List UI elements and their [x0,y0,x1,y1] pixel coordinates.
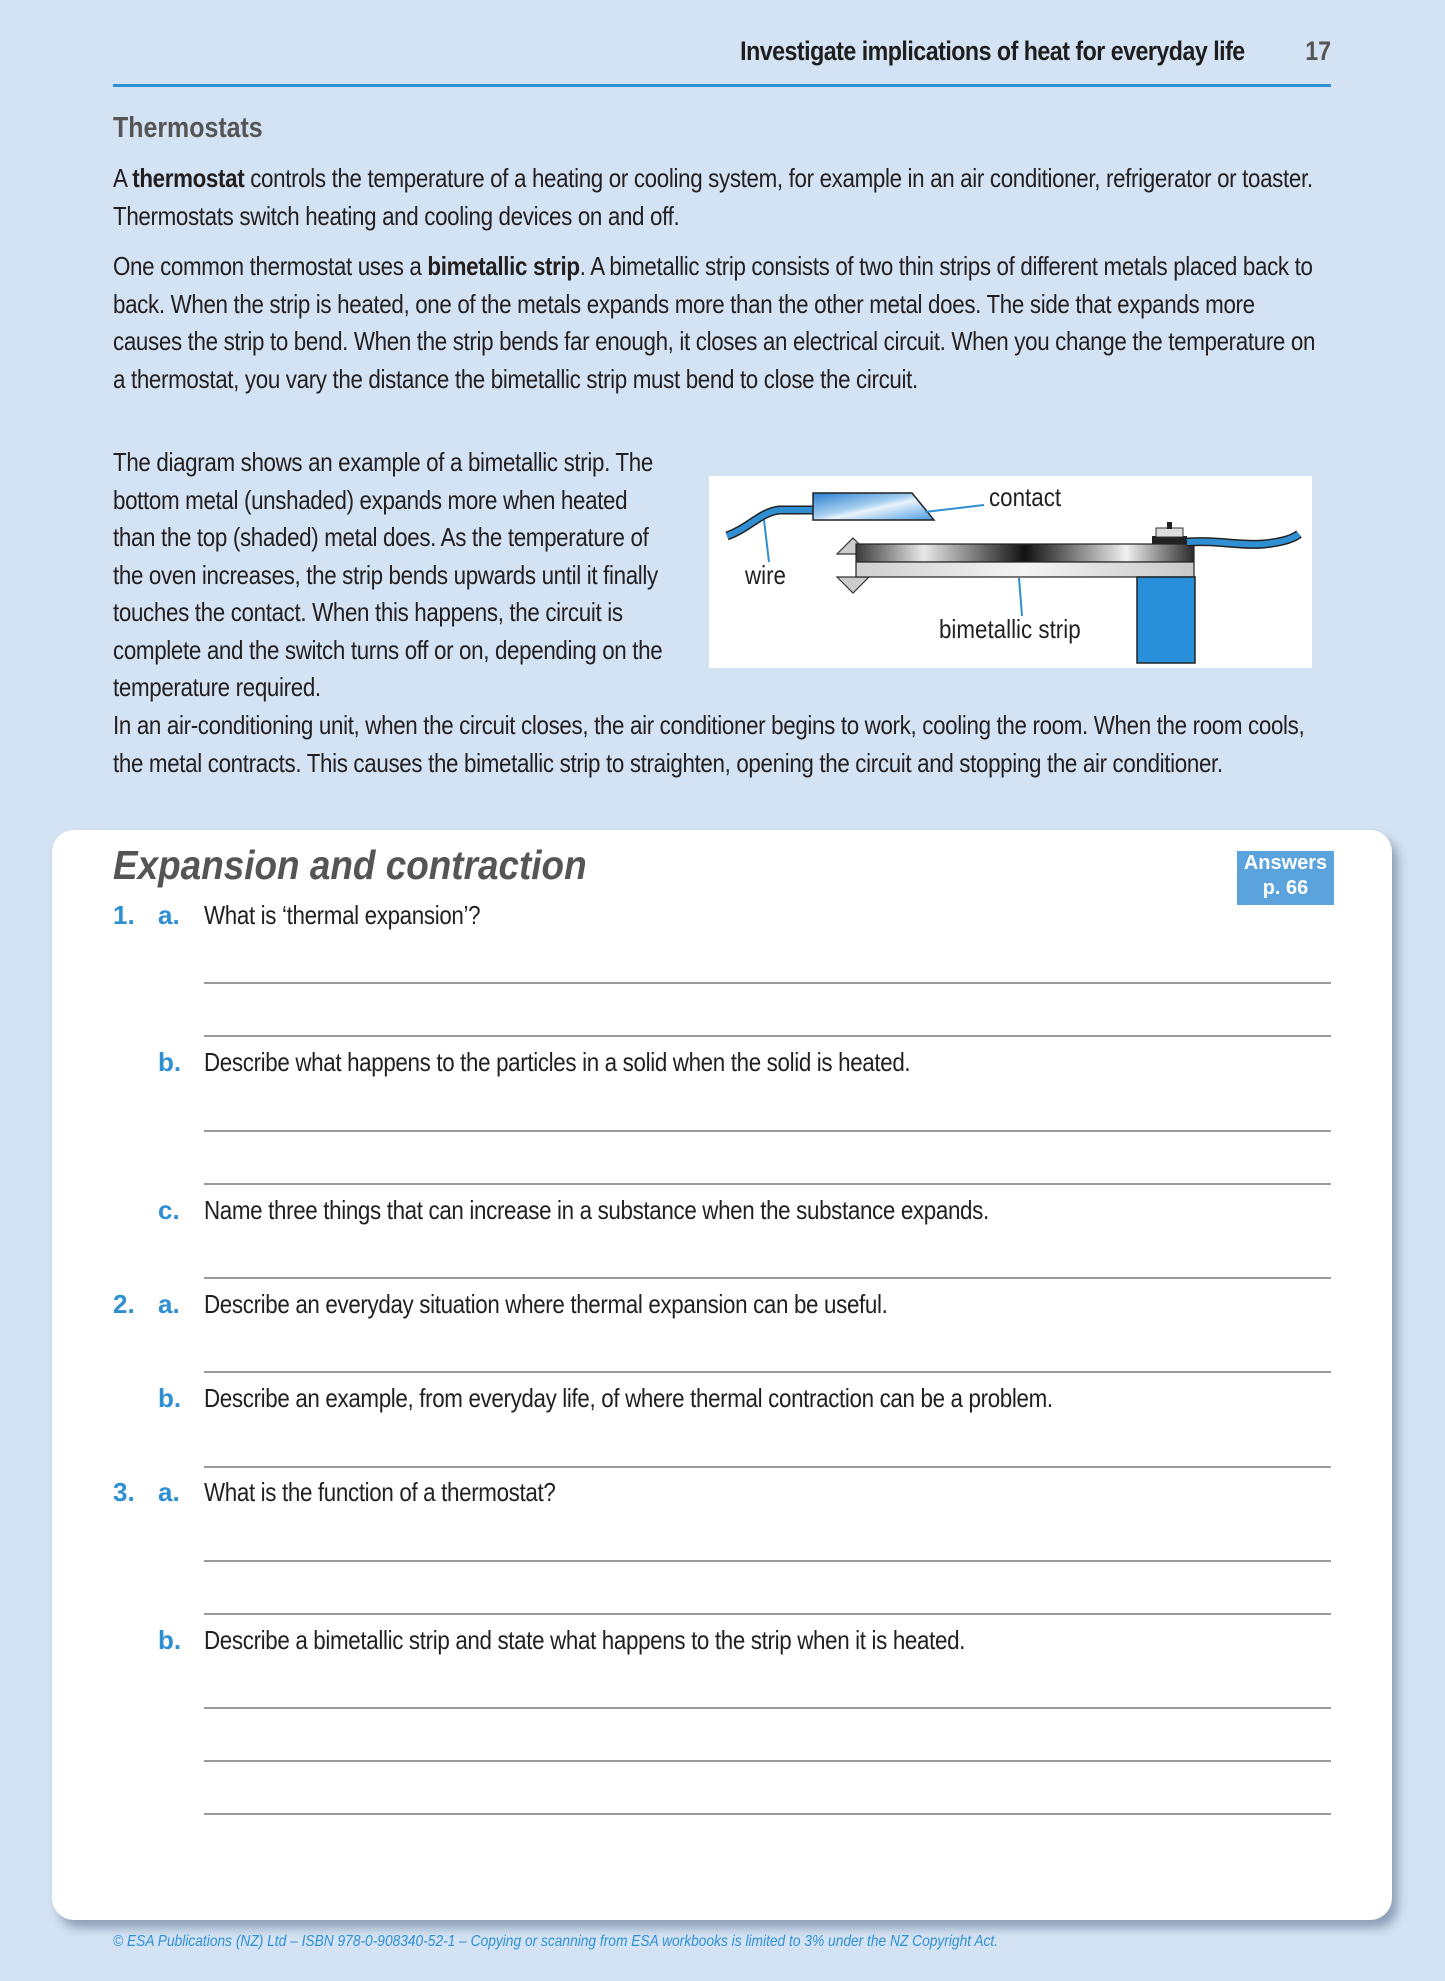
label-bimetallic-strip: bimetallic strip [939,614,1081,644]
copyright-footer: © ESA Publications (NZ) Ltd – ISBN 978-0-908340-52-1 – Copying or scanning from ESA workbooks is limited to 3% under the NZ Copyright Act. [113,1933,999,1950]
page-number: 17 [1305,36,1331,66]
bimetallic-strip-diagram [709,476,1312,668]
answer-line-1c-1[interactable] [204,1277,1331,1279]
answer-line-3a-2[interactable] [204,1613,1331,1615]
answer-line-2b-1[interactable] [204,1466,1331,1468]
running-head-title: Investigate implications of heat for everyday life [740,36,1245,66]
answer-line-2a-1[interactable] [204,1371,1331,1373]
strip-top-metal [856,544,1194,562]
exercise-title: Expansion and contraction [113,842,587,888]
answer-line-1b-1[interactable] [204,1130,1331,1132]
question-1a: 1. a. What is ‘thermal expansion’? [113,900,481,930]
answer-line-1a-1[interactable] [204,982,1331,984]
answer-line-1b-2[interactable] [204,1183,1331,1185]
answers-badge[interactable]: Answers p. 66 [1237,851,1334,905]
question-3b: b. Describe a bimetallic strip and state what happens to the strip when it is heated. [158,1625,966,1655]
question-2b: b. Describe an example, from everyday life, of where thermal contraction can be a problem. [158,1383,1053,1413]
section-heading: Thermostats [113,112,263,144]
question-2a: 2. a. Describe an everyday situation where thermal expansion can be useful. [113,1289,888,1319]
paragraph-air-conditioner: In an air-conditioning unit, when the circuit closes, the air conditioner begins to work, cooling the room. When the room cools, the metal contracts. This causes the bimetallic strip to straighten, opening the circuit and stopping the air conditioner. [113,710,1305,778]
support-block [1137,577,1195,663]
answer-line-3b-2[interactable] [204,1760,1331,1762]
term-bimetallic-strip: bimetallic strip [427,251,580,281]
contact [813,493,934,520]
answer-line-1a-2[interactable] [204,1035,1331,1037]
answer-line-3a-1[interactable] [204,1560,1331,1562]
answer-line-3b-1[interactable] [204,1707,1331,1709]
label-wire: wire [745,560,786,590]
term-thermostat: thermostat [132,163,245,193]
paragraph-thermostat-definition: A thermostat controls the temperature of a heating or cooling system, for example in an air conditioner, refrigerator or toaster. Thermostats switch heating and cooling devices on and off. [113,163,1313,231]
paragraph-bimetallic-strip: One common thermostat uses a bimetallic strip. A bimetallic strip consists of two thin strips of different metals placed back to back. When the strip is heated, one of the metals expands more than the other metal does. The side that expands more causes the strip to bend. When the strip bends far enough, it closes an electrical circuit. When you change the temperature on a thermostat, you vary the distance the bimetallic strip must bend to close the circuit. [113,251,1316,394]
strip-bottom-metal [856,562,1194,577]
paragraph-diagram-explanation: The diagram shows an example of a bimetallic strip. The bottom metal (unshaded) expands more when heated than the top (shaded) metal does. As the temperature of the oven increases, the strip bends upwards until it finally touches the contact. When this happens, the circuit is complete and the switch turns off or on, depending on the temperature required. [113,447,663,702]
label-contact: contact [989,482,1062,512]
page-header [113,28,1331,87]
question-1b: b. Describe what happens to the particles in a solid when the solid is heated. [158,1047,911,1077]
question-1c: c. Name three things that can increase in a substance when the substance expands. [158,1195,989,1225]
answer-line-3b-3[interactable] [204,1813,1331,1815]
question-3a: 3. a. What is the function of a thermostat? [113,1477,556,1507]
exercise-card [52,830,1392,1920]
